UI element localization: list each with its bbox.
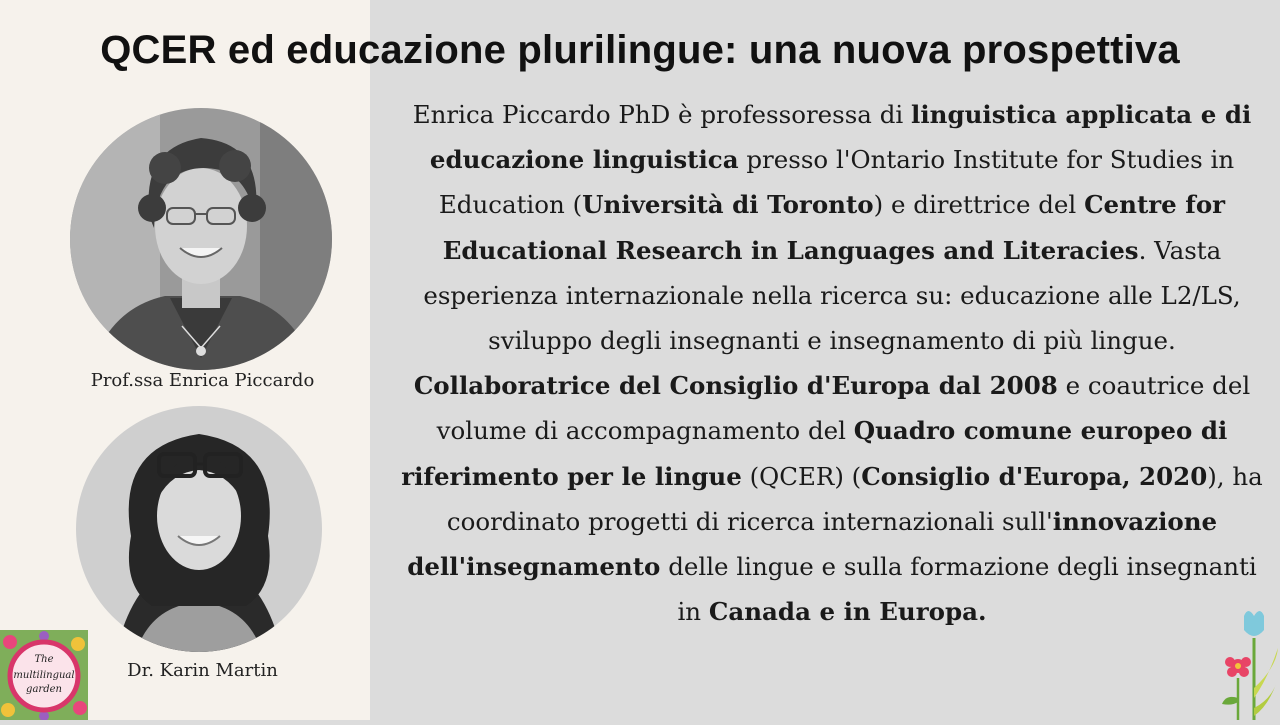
- speaker-caption-1: Prof.ssa Enrica Piccardo: [90, 370, 315, 391]
- bio-bold-run: Quadro comune europeo di riferimento per le lingue: [401, 416, 1228, 491]
- bio-run: . Vasta esperienza internazionale nella ricerca su: educazione alle L2/LS, sviluppo degli insegnanti e insegnamento di più lingue.: [423, 235, 1241, 356]
- bio-bold-run: innovazione dell'insegnamento: [407, 506, 1218, 582]
- page-title: QCER ed educazione plurilingue: una nuova prospettiva: [100, 28, 1180, 72]
- bio-run: delle lingue e sulla formazione degli insegnanti in: [660, 552, 1257, 627]
- bio-bold-run: Università di Toronto: [582, 190, 874, 220]
- bio-run: ) e direttrice del: [873, 190, 1085, 220]
- logo-text-1: The: [34, 654, 54, 665]
- bio-bold-run: Collaboratrice del Consiglio d'Europa dal 2008: [413, 371, 1058, 401]
- bio-run: e coautrice del volume di accompagnamento del: [436, 371, 1251, 446]
- portrait-image: [76, 406, 322, 652]
- bio-bold-run: linguistica applicata e di educazione linguistica: [429, 100, 1252, 175]
- bio-bold-run: Canada e in Europa.: [708, 597, 987, 627]
- bio-run: presso l'Ontario Institute for Studies in Education (: [438, 145, 1235, 220]
- bio-run: Enrica Piccardo PhD è professoressa di: [412, 100, 912, 129]
- speaker-caption-2: Dr. Karin Martin: [127, 660, 278, 681]
- portrait-image: [70, 108, 332, 370]
- bio-bold-run: Centre for Educational Research in Languages and Literacies: [442, 190, 1226, 265]
- logo-text-2: multilingual: [13, 670, 75, 681]
- logo-text-3: garden: [26, 684, 62, 695]
- multilingual-garden-logo: [0, 630, 88, 720]
- bio-bold-run: Consiglio d'Europa, 2020: [861, 461, 1208, 491]
- bio-run: (QCER) (: [741, 461, 862, 491]
- biography-text: [400, 92, 1264, 634]
- speaker-photo-1: [70, 108, 332, 370]
- flowers-decoration: [1218, 608, 1280, 720]
- bio-run: ), ha coordinato progetti di ricerca internazionali sull': [446, 461, 1263, 536]
- speaker-photo-2: [76, 406, 322, 652]
